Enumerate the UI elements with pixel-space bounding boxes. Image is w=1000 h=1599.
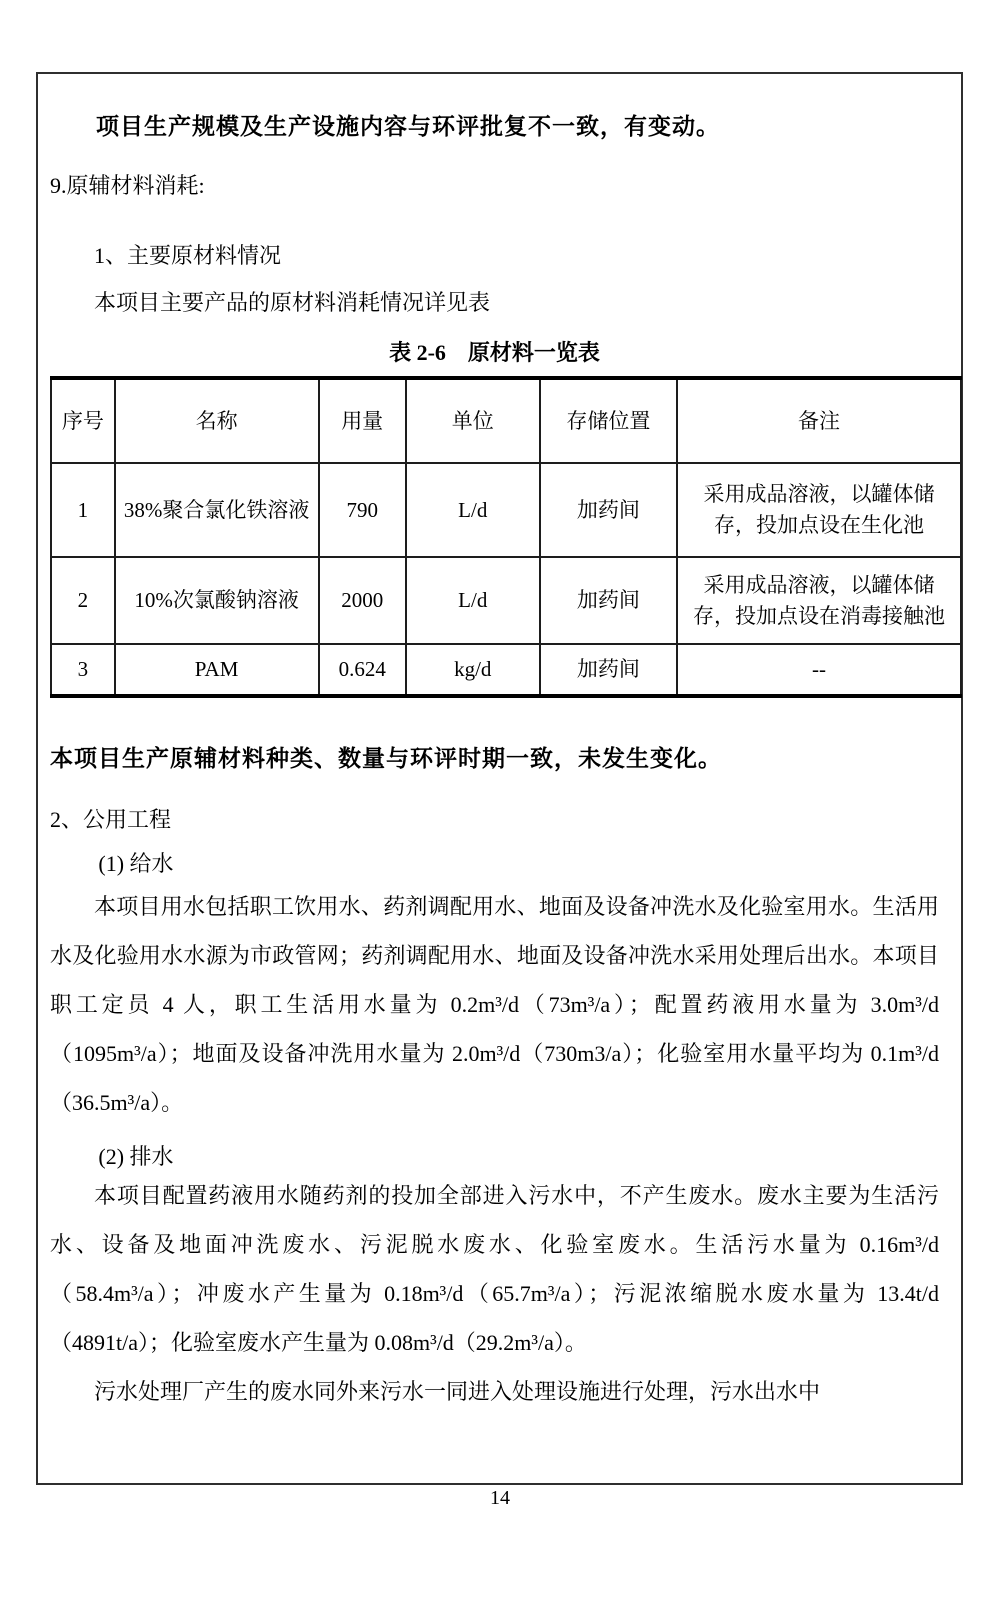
drainage-paragraph: 本项目配置药液用水随药剂的投加全部进入污水中，不产生废水。废水主要为生活污水、设备及地面冲洗废水、污泥脱水废水、化验室废水。生活污水量为 0.16m³/d（58.4m³/a）；冲废水产生量为 0.18m³/d（65.7m³/a）；污泥浓缩脱水废水量为 13.4t/d（4891t/a）；化验室废水产生量为 0.08m³/d（29.2m³/a）。 (50, 1183, 939, 1355)
cell-name: PAM (115, 644, 319, 696)
cell-name: 10%次氯酸钠溶液 (115, 557, 319, 644)
cell-storage: 加药间 (540, 557, 677, 644)
cell-remark: 采用成品溶液，以罐体储存，投加点设在消毒接触池 (677, 557, 961, 644)
cell-storage: 加药间 (540, 463, 677, 557)
cell-index: 3 (51, 644, 115, 696)
table-intro-line: 本项目主要产品的原材料消耗情况详见表 (94, 290, 491, 315)
subsection-1-heading: 1、主要原材料情况 (94, 243, 282, 268)
cell-amount: 2000 (319, 557, 406, 644)
materials-unchanged-note: 本项目生产原辅材料种类、数量与环评时期一致，未发生变化。 (50, 746, 722, 771)
cell-name: 38%聚合氯化铁溶液 (115, 463, 319, 557)
drainage-heading: (2) 排水 (98, 1144, 174, 1169)
section-2-heading: 2、公用工程 (50, 807, 172, 832)
col-header-unit: 单位 (406, 378, 540, 463)
cell-amount: 0.624 (319, 644, 406, 696)
cell-remark: 采用成品溶液，以罐体储存，投加点设在生化池 (677, 463, 961, 557)
cell-storage: 加药间 (540, 644, 677, 696)
col-header-name: 名称 (115, 378, 319, 463)
conclusion-heading: 项目生产规模及生产设施内容与环评批复不一致，有变动。 (96, 114, 720, 139)
table-row (51, 644, 961, 696)
table-row (51, 463, 961, 557)
cell-unit: kg/d (406, 644, 540, 696)
cell-amount: 790 (319, 463, 406, 557)
table-title: 表 2-6 原材料一览表 (389, 340, 600, 365)
page-border-box (36, 72, 963, 1485)
water-supply-paragraph: 本项目用水包括职工饮用水、药剂调配用水、地面及设备冲洗水及化验室用水。生活用水及化验用水水源为市政管网；药剂调配用水、地面及设备冲洗水采用处理后出水。本项目职工定员 4 人，职工生活用水量为 0.2m³/d（73m³/a）；配置药液用水量为 3.0m³/d（1095m³/a）；地面及设备冲洗用水量为 2.0m³/d（730m3/a）；化验室用水量平均为 0.1m³/d（36.5m³/a）。 (50, 894, 939, 1115)
table-row (51, 557, 961, 644)
cell-index: 2 (51, 557, 115, 644)
page-number: 14 (490, 1487, 510, 1509)
water-supply-heading: (1) 给水 (98, 851, 174, 876)
raw-materials-table (50, 376, 962, 698)
final-paragraph: 污水处理厂产生的废水同外来污水一同进入处理设施进行处理，污水出水中 (94, 1379, 821, 1404)
cell-unit: L/d (406, 557, 540, 644)
cell-index: 1 (51, 463, 115, 557)
col-header-index: 序号 (51, 378, 115, 463)
col-header-storage: 存储位置 (540, 378, 677, 463)
table-header-row (51, 378, 961, 463)
cell-remark: -- (677, 644, 961, 696)
col-header-amount: 用量 (319, 378, 406, 463)
cell-unit: L/d (406, 463, 540, 557)
col-header-remark: 备注 (677, 378, 961, 463)
section-9-label: 9.原辅材料消耗: (50, 173, 205, 198)
